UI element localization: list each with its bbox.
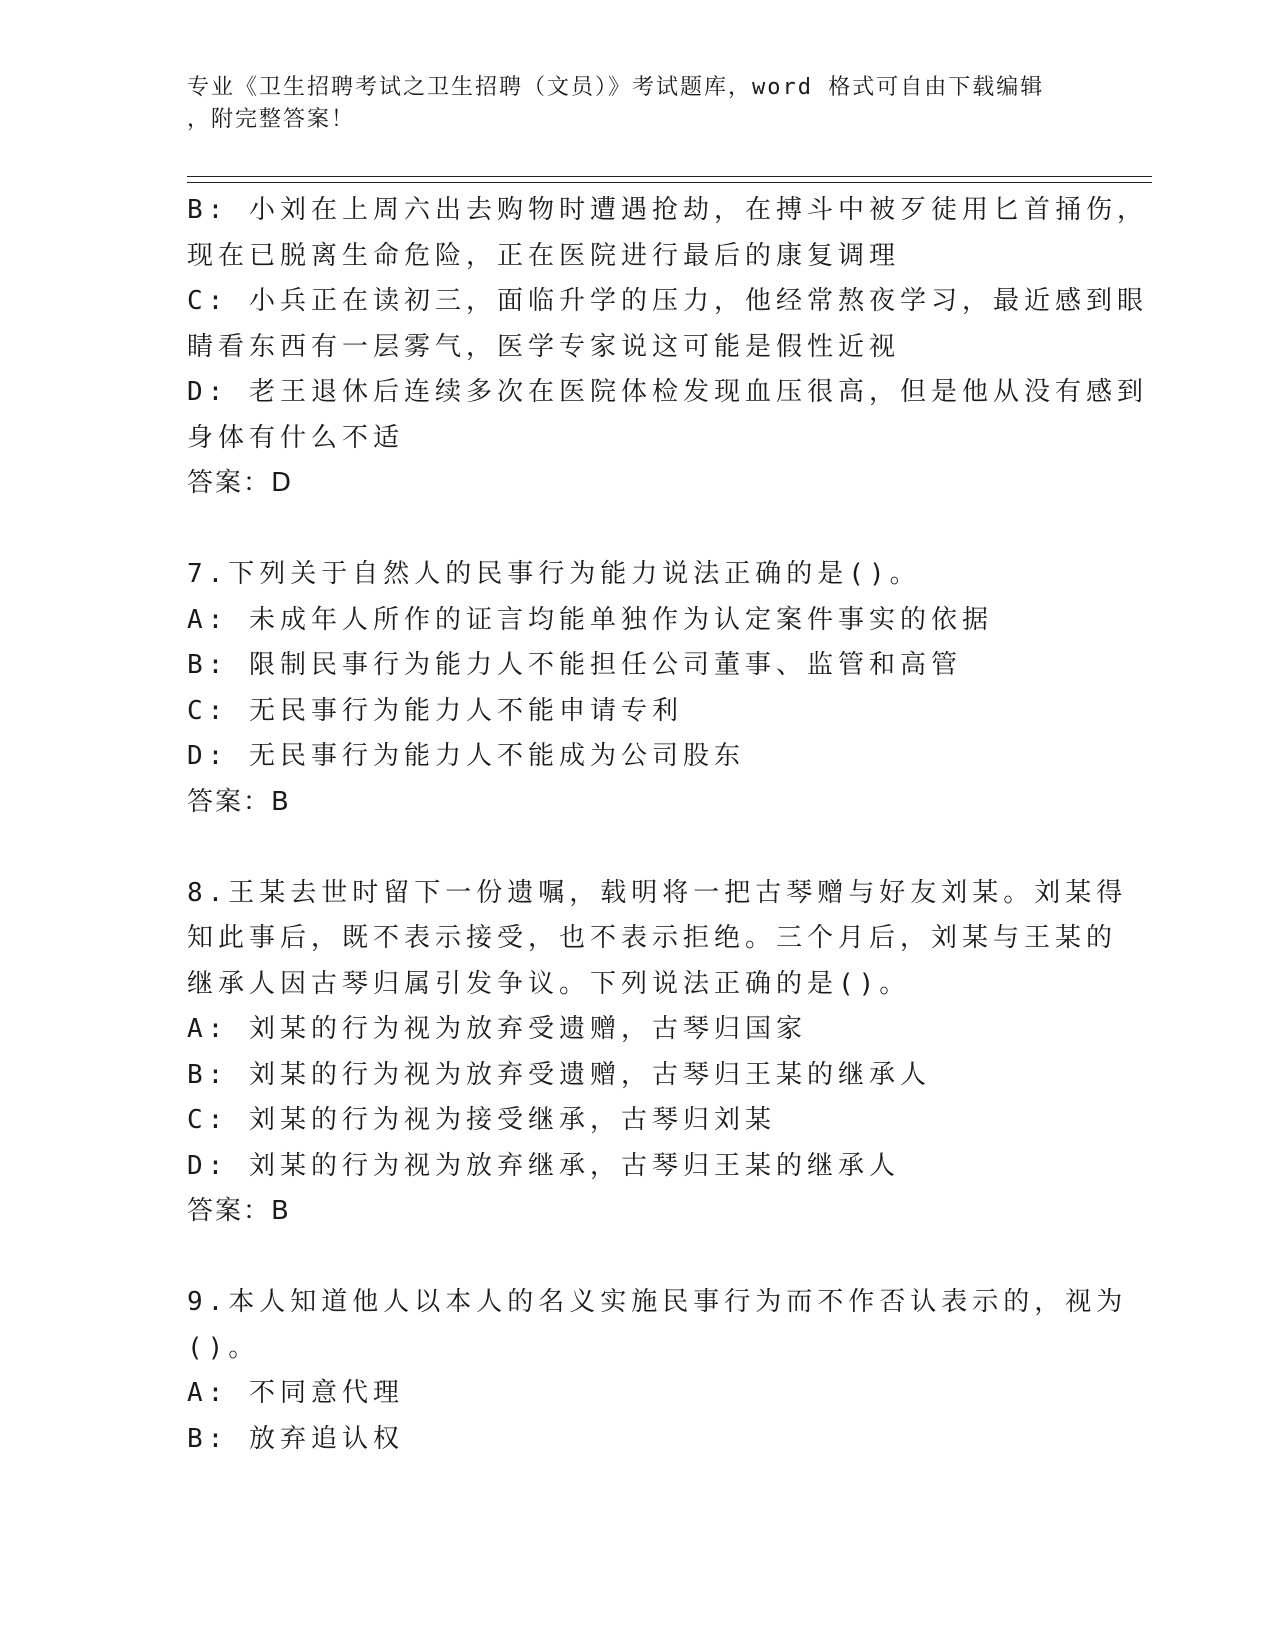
header-line-2: ，附完整答案！ — [187, 107, 356, 132]
answer-q8: 答案：B — [187, 1196, 291, 1226]
document-body — [187, 188, 1148, 1462]
question-8 — [187, 871, 1128, 1235]
spacer — [187, 1235, 1087, 1281]
answer-q7: 答案：B — [187, 786, 291, 817]
option-d-line-2: 身体有什么不适 — [187, 422, 405, 453]
page-header — [187, 72, 1067, 136]
spacer — [187, 507, 1087, 553]
question-9 — [187, 1280, 1128, 1462]
header-divider — [187, 176, 1152, 183]
option-a: A: 未成年人所作的证言均能单独作为认定案件事实的依据 — [187, 604, 993, 635]
option-b-line-2: 现在已脱离生命危险，正在医院进行最后的康复调理 — [187, 240, 901, 271]
option-c: C: 无民事行为能力人不能申请专利 — [187, 695, 683, 726]
option-a: A: 刘某的行为视为放弃受遗赠，古琴归国家 — [187, 1014, 807, 1044]
option-c-line-2: 睛看东西有一层雾气，医学专家说这可能是假性近视 — [187, 331, 901, 362]
question-stem: 7.下列关于自然人的民事行为能力说法正确的是()。 — [187, 559, 921, 589]
option-d: D: 无民事行为能力人不能成为公司股东 — [187, 741, 745, 771]
question-stem-line-2: 知此事后，既不表示接受，也不表示拒绝。三个月后，刘某与王某的 — [187, 923, 1118, 953]
question-6-tail — [187, 188, 1148, 507]
spacer — [187, 825, 1087, 871]
question-stem-line-2: ()。 — [187, 1332, 260, 1363]
option-a: A: 不同意代理 — [187, 1378, 404, 1408]
question-stem-line-3: 继承人因古琴归属引发争议。下列说法正确的是()。 — [187, 968, 911, 999]
option-b: B: 限制民事行为能力人不能担任公司董事、监管和高管 — [187, 650, 962, 680]
question-stem-line-1: 8.王某去世时留下一份遗嘱，载明将一把古琴赠与好友刘某。刘某得 — [187, 877, 1128, 908]
option-c: C: 刘某的行为视为接受继承，古琴归刘某 — [187, 1105, 776, 1135]
option-b: B: 刘某的行为视为放弃受遗赠，古琴归王某的继承人 — [187, 1059, 931, 1090]
option-c-line-1: C: 小兵正在读初三，面临升学的压力，他经常熬夜学习，最近感到眼 — [187, 286, 1148, 316]
header-line-1: 专业《卫生招聘考试之卫生招聘（文员）》考试题库，word 格式可自由下载编辑 — [187, 75, 1045, 100]
option-d-line-1: D: 老王退休后连续多次在医院体检发现血压很高，但是他从没有感到 — [187, 377, 1148, 407]
option-b: B: 放弃追认权 — [187, 1423, 404, 1454]
question-stem-line-1: 9.本人知道他人以本人的名义实施民事行为而不作否认表示的，视为 — [187, 1287, 1128, 1317]
option-d: D: 刘某的行为视为放弃继承，古琴归王某的继承人 — [187, 1150, 900, 1181]
question-7 — [187, 552, 1087, 825]
answer-q6: 答案：D — [187, 468, 294, 498]
option-b-line-1: B: 小刘在上周六出去购物时遭遇抢劫，在搏斗中被歹徒用匕首捅伤， — [187, 195, 1148, 225]
